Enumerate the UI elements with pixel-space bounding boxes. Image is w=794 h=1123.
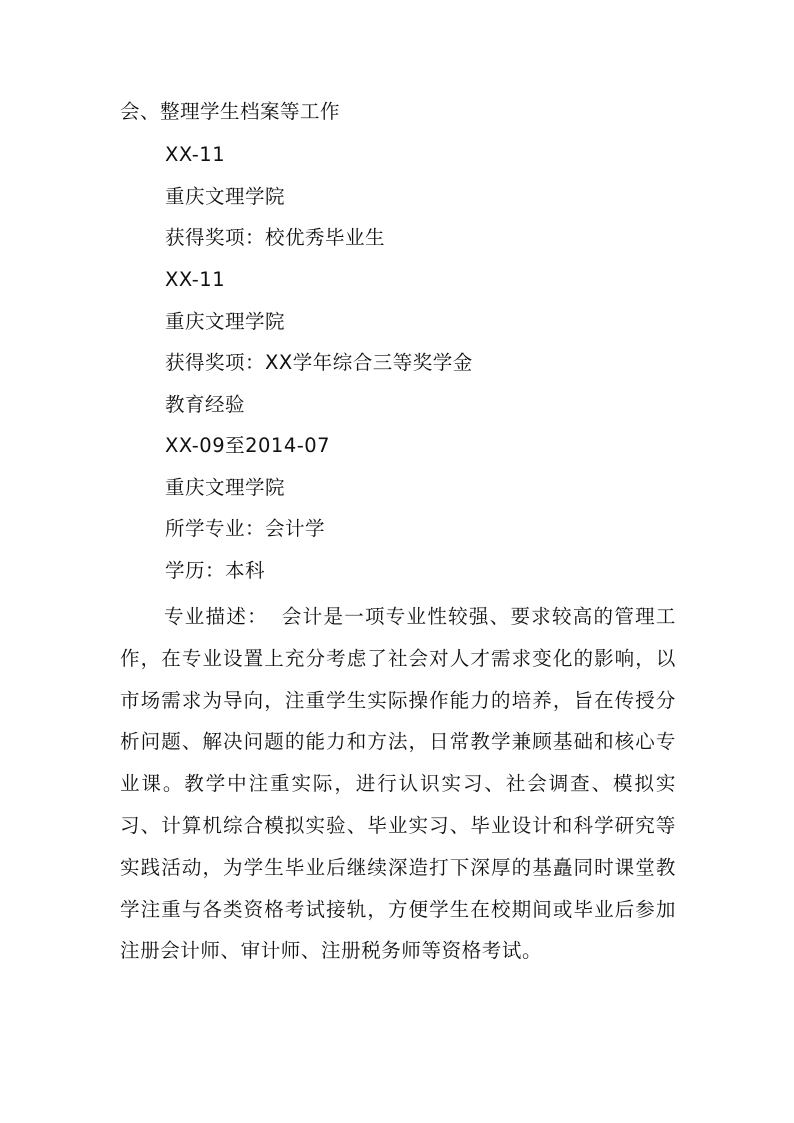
continued-duty-line: 会、整理学生档案等工作 [120,100,341,123]
award-date-1: XX-11 [165,143,226,166]
education-heading: 教育经验 [165,393,246,416]
award-school-1: 重庆文理学院 [165,185,286,208]
major-description-paragraph [120,596,676,972]
education-period: XX-09至2014-07 [165,434,331,457]
award-school-2: 重庆文理学院 [165,310,286,333]
major-description-label: 专业描述： [164,605,268,628]
major-description-text: 会计是一项专业性较强、要求较高的管理工作，在专业设置上充分考虑了社会对人才需求变化的影响，以市场需求为导向，注重学生实际操作能力的培养，旨在传授分析问题、解决问题的能力和方法，日常教学兼顾基础和核心专业课。教学中注重实际，进行认识实习、社会调查、模拟实习、计算机综合模拟实验、毕业实习、毕业设计和科学研究等实践活动，为学生毕业后继续深造打下深厚的基矗同时课堂教学注重与各类资格考试接轨，方便学生在校期间或毕业后参加注册会计师、审计师、注册税务师等资格考试。 [120,605,676,963]
education-degree: 学历：本科 [165,559,266,582]
award-title-1: 获得奖项：校优秀毕业生 [165,226,386,249]
education-school: 重庆文理学院 [165,476,286,499]
education-major: 所学专业：会计学 [165,517,326,540]
award-date-2: XX-11 [165,268,226,291]
award-title-2: 获得奖项：XX学年综合三等奖学金 [165,351,473,374]
